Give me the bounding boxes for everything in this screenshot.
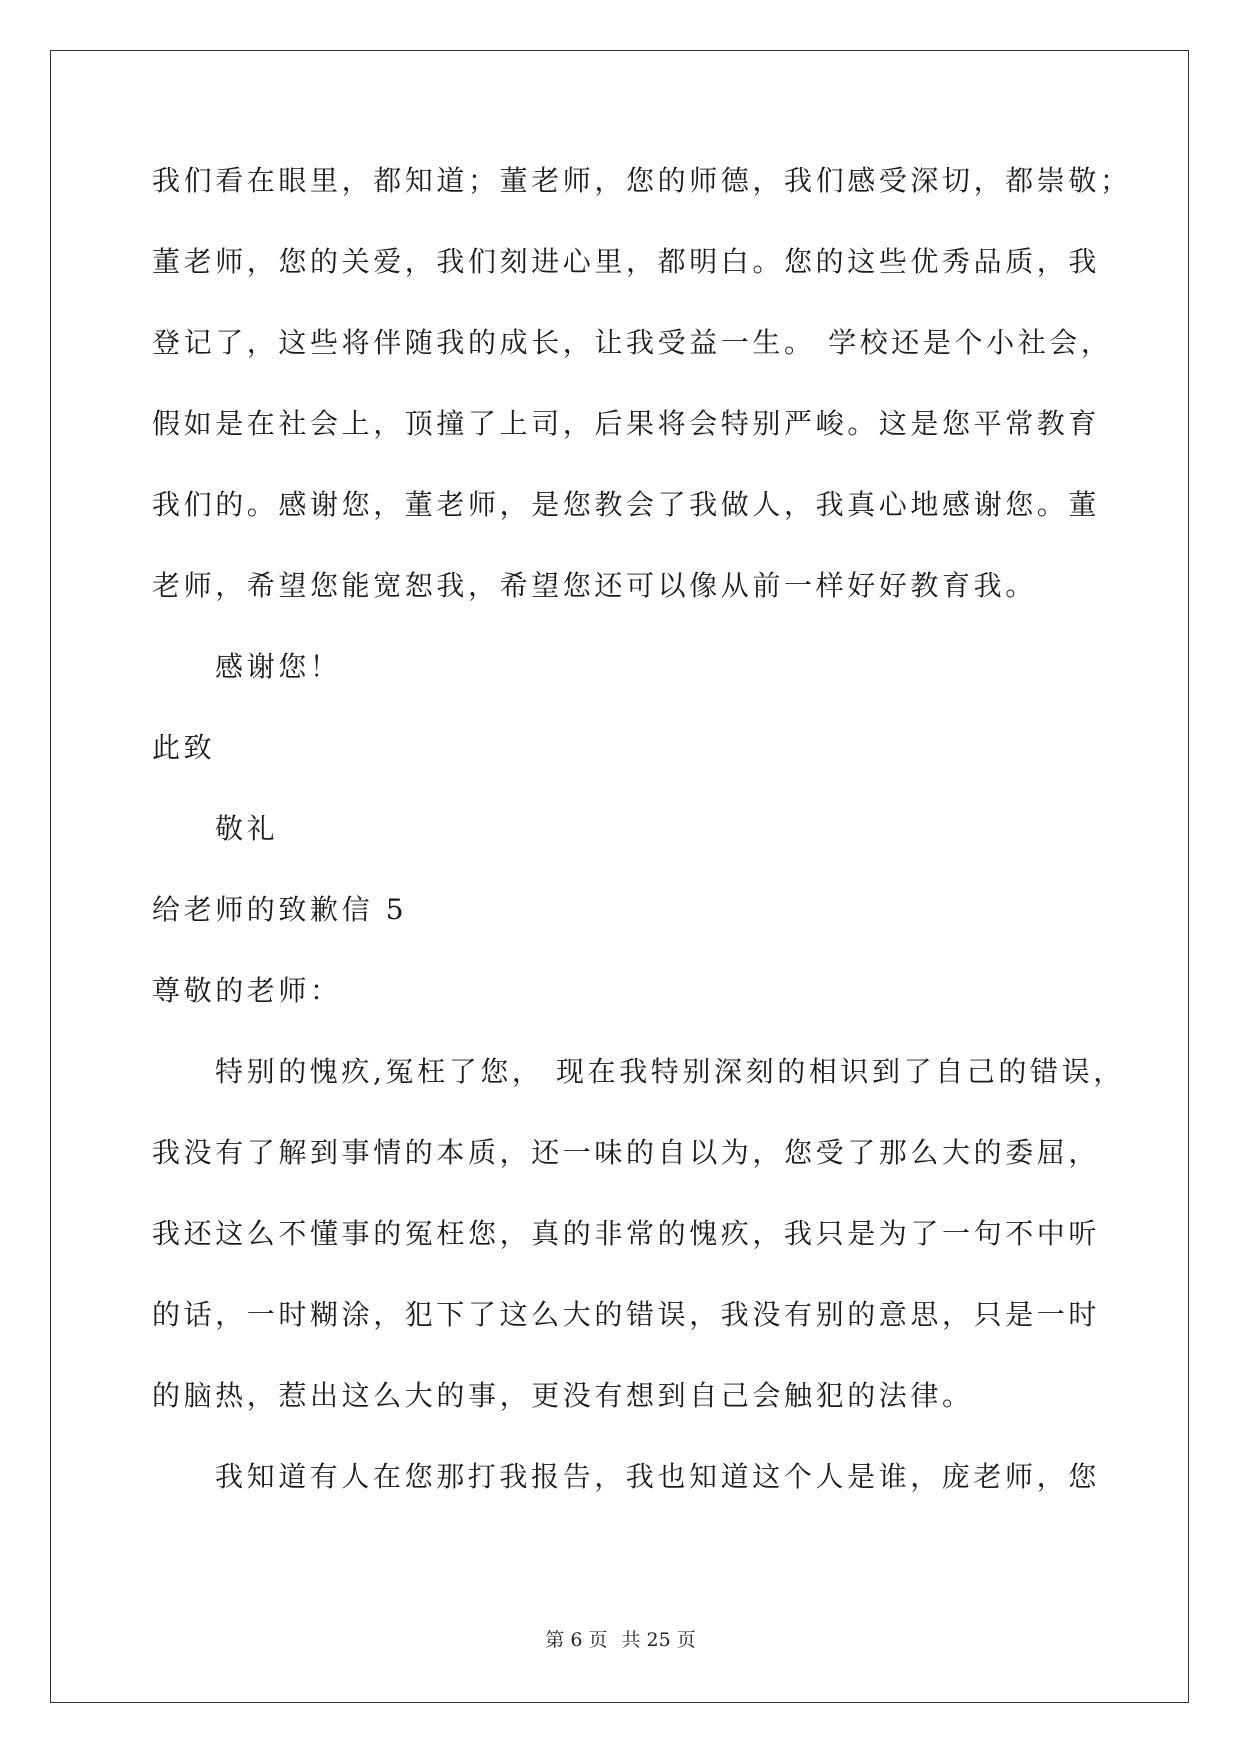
text-line: 我知道有人在您那打我报告，我也知道这个人是谁，庞老师，您 <box>215 1460 1100 1493</box>
text-line: 的话，一时糊涂，犯下了这么大的错误，我没有别的意思，只是一时 <box>152 1298 1101 1331</box>
text-line: 我没有了解到事情的本质，还一味的自以为，您受了那么大的委屈， <box>152 1136 1101 1169</box>
text-line: 此致 <box>152 731 216 764</box>
text-line: 假如是在社会上，顶撞了上司，后果将会特别严峻。这是您平常教育 <box>152 407 1101 440</box>
text-line: 我们的。感谢您，董老师，是您教会了我做人，我真心地感谢您。董 <box>152 488 1101 521</box>
page-number: 第 6 页 <box>545 1629 608 1651</box>
text-line: 特别的愧疚,冤枉了您， 现在我特别深刻的相识到了自己的错误， <box>215 1055 1125 1088</box>
text-line: 我还这么不懂事的冤枉您，真的非常的愧疚，我只是为了一句不中听 <box>152 1217 1101 1250</box>
text-line: 的脑热，惹出这么大的事，更没有想到自己会触犯的法律。 <box>152 1379 974 1412</box>
text-line: 感谢您！ <box>215 650 342 683</box>
document-body <box>152 160 1132 1537</box>
text-line: 登记了，这些将伴随我的成长，让我受益一生。 学校还是个小社会， <box>152 326 1113 359</box>
text-line: 敬礼 <box>215 812 279 845</box>
page-footer <box>0 1625 1241 1652</box>
text-line: 董老师，您的关爱，我们刻进心里，都明白。您的这些优秀品质，我 <box>152 245 1101 278</box>
text-line: 给老师的致歉信 5 <box>152 893 408 926</box>
text-line: 老师，希望您能宽恕我，希望您还可以像从前一样好好教育我。 <box>152 569 1037 602</box>
text-line: 我们看在眼里，都知道；董老师，您的师德，我们感受深切，都崇敬； <box>152 164 1132 197</box>
text-line: 尊敬的老师： <box>152 974 342 1007</box>
page-total: 共 25 页 <box>621 1629 696 1651</box>
